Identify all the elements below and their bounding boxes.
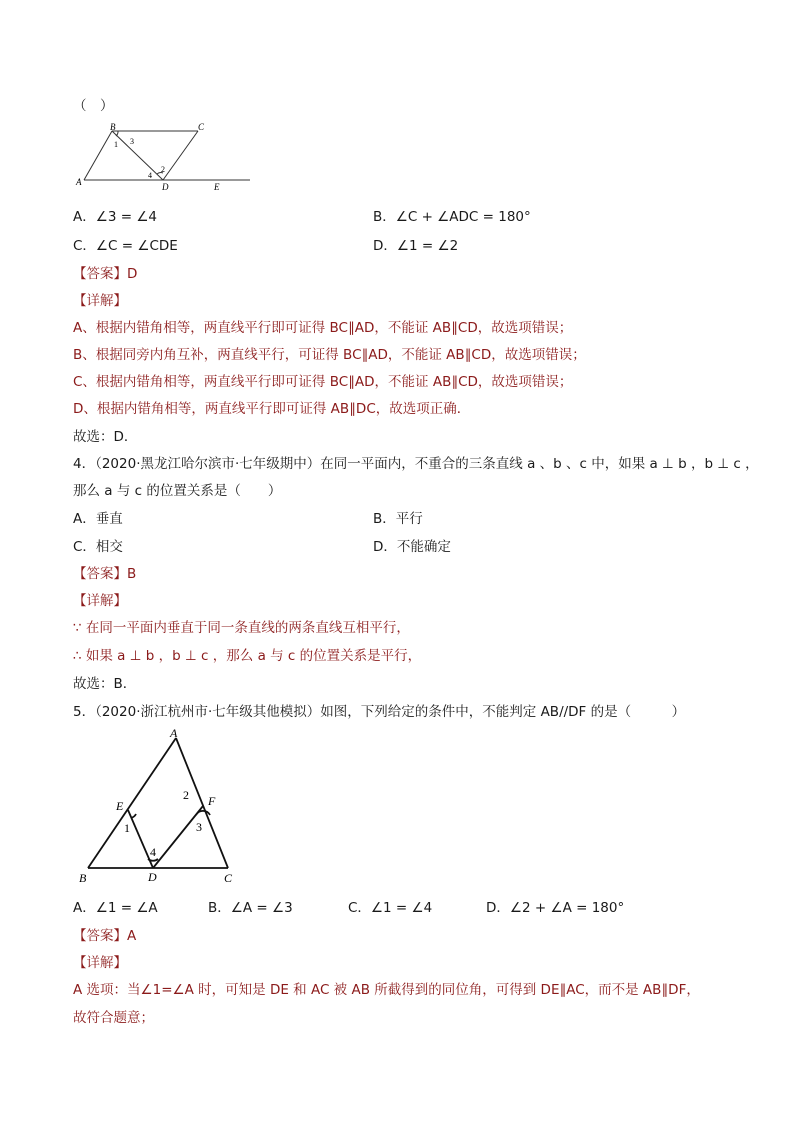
q3-stem-paren: （ ）: [73, 98, 114, 114]
q3-fig-label-d: D: [162, 182, 169, 192]
q5-option-a: A．∠1 = ∠A: [73, 900, 158, 916]
q5-detail-line: A 选项：当∠1=∠A 时，可知是 DE 和 AC 被 AB 所截得到的同位角，可得到 DE∥AC，而不是 AB∥DF，: [73, 982, 700, 998]
q3-option-b: B．∠C + ∠ADC = 180°: [373, 209, 531, 225]
q3-detail-line: D、根据内错角相等，两直线平行即可证得 AB∥DC，故选项正确．: [73, 401, 471, 417]
q3-fig-label-c: C: [198, 122, 205, 132]
q5-detail-title: 【详解】: [73, 955, 127, 971]
q3-option-c: C．∠C = ∠CDE: [73, 238, 178, 254]
q3-fig-angle-1: 1: [114, 140, 118, 149]
q5-fig-label-e: E: [116, 799, 124, 813]
q3-fig-label-a: A: [76, 177, 82, 187]
q5-fig-label-a: A: [170, 728, 178, 740]
q5-fig-label-c: C: [224, 871, 233, 885]
q4-option-a: A．垂直: [73, 511, 123, 527]
q4-detail-line: ∵ 在同一平面内垂直于同一条直线的两条直线互相平行，: [73, 620, 410, 636]
q3-detail-title: 【详解】: [73, 293, 127, 309]
q3-fig-angle-3: 3: [130, 137, 134, 146]
q4-detail-line: ∴ 如果 a ⊥ b ，b ⊥ c ，那么 a 与 c 的位置关系是平行，: [73, 648, 422, 664]
q3-detail-line: B、根据同旁内角互补，两直线平行，可证得 BC∥AD，不能证 AB∥CD，故选项错误；: [73, 347, 586, 363]
q3-option-d: D．∠1 = ∠2: [373, 238, 459, 254]
q3-answer: 【答案】D: [73, 266, 138, 282]
q5-option-b: B．∠A = ∠3: [208, 900, 293, 916]
q4-choose: 故选：B．: [73, 676, 137, 692]
q5-fig-angle-3: 3: [196, 820, 202, 834]
q5-fig-angle-2: 2: [183, 788, 189, 802]
q5-option-c: C．∠1 = ∠4: [348, 900, 433, 916]
q4-stem-line2: 那么 a 与 c 的位置关系是（ ）: [73, 483, 282, 499]
q5-fig-label-f: F: [208, 794, 216, 808]
q3-fig-label-b: B: [110, 122, 116, 132]
q4-option-b: B．平行: [373, 511, 423, 527]
q5-option-d: D．∠2 + ∠A = 180°: [486, 900, 625, 916]
q4-detail-title: 【详解】: [73, 593, 127, 609]
q3-fig-angle-4: 4: [148, 171, 152, 180]
q5-fig-angle-1: 1: [124, 821, 130, 835]
q4-option-c: C．相交: [73, 539, 123, 555]
q3-option-a: A．∠3 = ∠4: [73, 209, 158, 225]
q5-detail-line: 故符合题意；: [73, 1010, 154, 1026]
q5-fig-angle-4: 4: [150, 845, 156, 859]
q5-figure: [76, 728, 246, 886]
q5-fig-label-b: B: [79, 871, 87, 885]
q3-fig-label-e: E: [214, 182, 220, 192]
q5-answer: 【答案】A: [73, 928, 137, 944]
q3-detail-line: C、根据内错角相等，两直线平行即可证得 BC∥AD，不能证 AB∥CD，故选项错误；: [73, 374, 573, 390]
q3-figure: [70, 118, 260, 196]
q5-stem: 5．（2020·浙江杭州市·七年级其他模拟）如图，下列给定的条件中，不能判定 AB//DF 的是（ ）: [73, 704, 686, 720]
q3-fig-angle-2: 2: [161, 165, 165, 174]
q3-choose: 故选：D．: [73, 429, 138, 445]
q5-fig-label-d: D: [148, 870, 157, 884]
q4-stem-line1: 4．（2020·黑龙江哈尔滨市·七年级期中）在同一平面内，不重合的三条直线 a 、b 、c 中，如果 a ⊥ b ，b ⊥ c ，: [73, 456, 759, 472]
q4-option-d: D．不能确定: [373, 539, 451, 555]
q4-answer: 【答案】B: [73, 566, 137, 582]
q3-detail-line: A、根据内错角相等，两直线平行即可证得 BC∥AD，不能证 AB∥CD，故选项错误；: [73, 320, 573, 336]
